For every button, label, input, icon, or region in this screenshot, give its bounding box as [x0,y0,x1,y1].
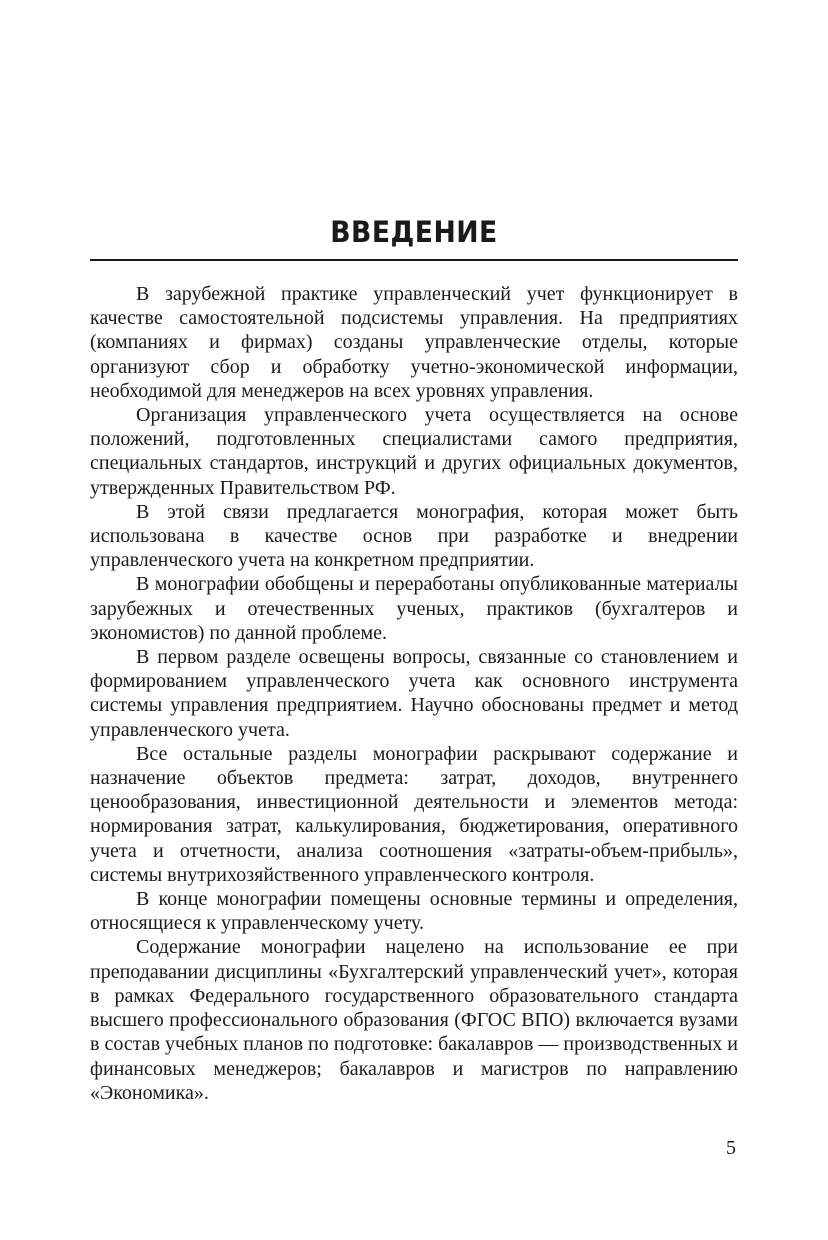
paragraph: В монографии обобщены и переработаны опубликованные материалы зарубежных и отечественных ученых, практиков (бухгалтеров и экономистов) по данной проблеме. [90,573,738,644]
paragraph: В зарубежной практике управленческий учет функционирует в качестве самостоятельной подсистемы управления. На предприятиях (компаниях и фирмах) созданы управленческие отделы, которые организуют сбор и обработку учетно-экономической информации, необходимой для менеджеров на всех уровнях управления. [90,283,738,402]
paragraph: В этой связи предлагается монография, которая может быть использована в качестве основ при разработке и внедрении управленческого учета на конкретном предприятии. [90,500,738,572]
chapter-title: ВВЕДЕНИЕ [330,215,498,249]
paragraph: Все остальные разделы монографии раскрывают содержание и назначение объектов предмета: затрат, доходов, внутреннего ценообразования, инвестиционной деятельности и элементов метода: нормирования затрат, калькулирования, бюджетирования, оперативного учета и отчетности, анализа соотношения «затраты-объем-прибыль», системы внутрихозяйственного управленческого контроля. [90,742,738,886]
paragraph: В первом разделе освещены вопросы, связанные со становлением и формированием управленческого учета как основного инструмента системы управления предприятием. Научно обоснованы предмет и метод управленческого учета. [90,646,738,741]
body-text [90,282,738,1105]
paragraph: Содержание монографии нацелено на использование ее при преподавании дисциплины «Бухгалтерский управленческий учет», которая в рамках Федерального государственного образовательного стандарта высшего профессионального образования (ФГОС ВПО) включается вузами в состав учебных планов по подготовке: бакалавров — производственных и финансовых менеджеров; бакалавров и магистров по направлению «Экономика». [90,936,738,1104]
title-underline [90,259,738,261]
page-number: 5 [726,1137,736,1159]
paragraph: В конце монографии помещены основные термины и определения, относящиеся к управленческому учету. [90,888,738,935]
paragraph: Организация управленческого учета осуществляется на основе положений, подготовленных специалистами самого предприятия, специальных стандартов, инструкций и других официальных документов, утвержденных Правительством РФ. [90,404,738,499]
